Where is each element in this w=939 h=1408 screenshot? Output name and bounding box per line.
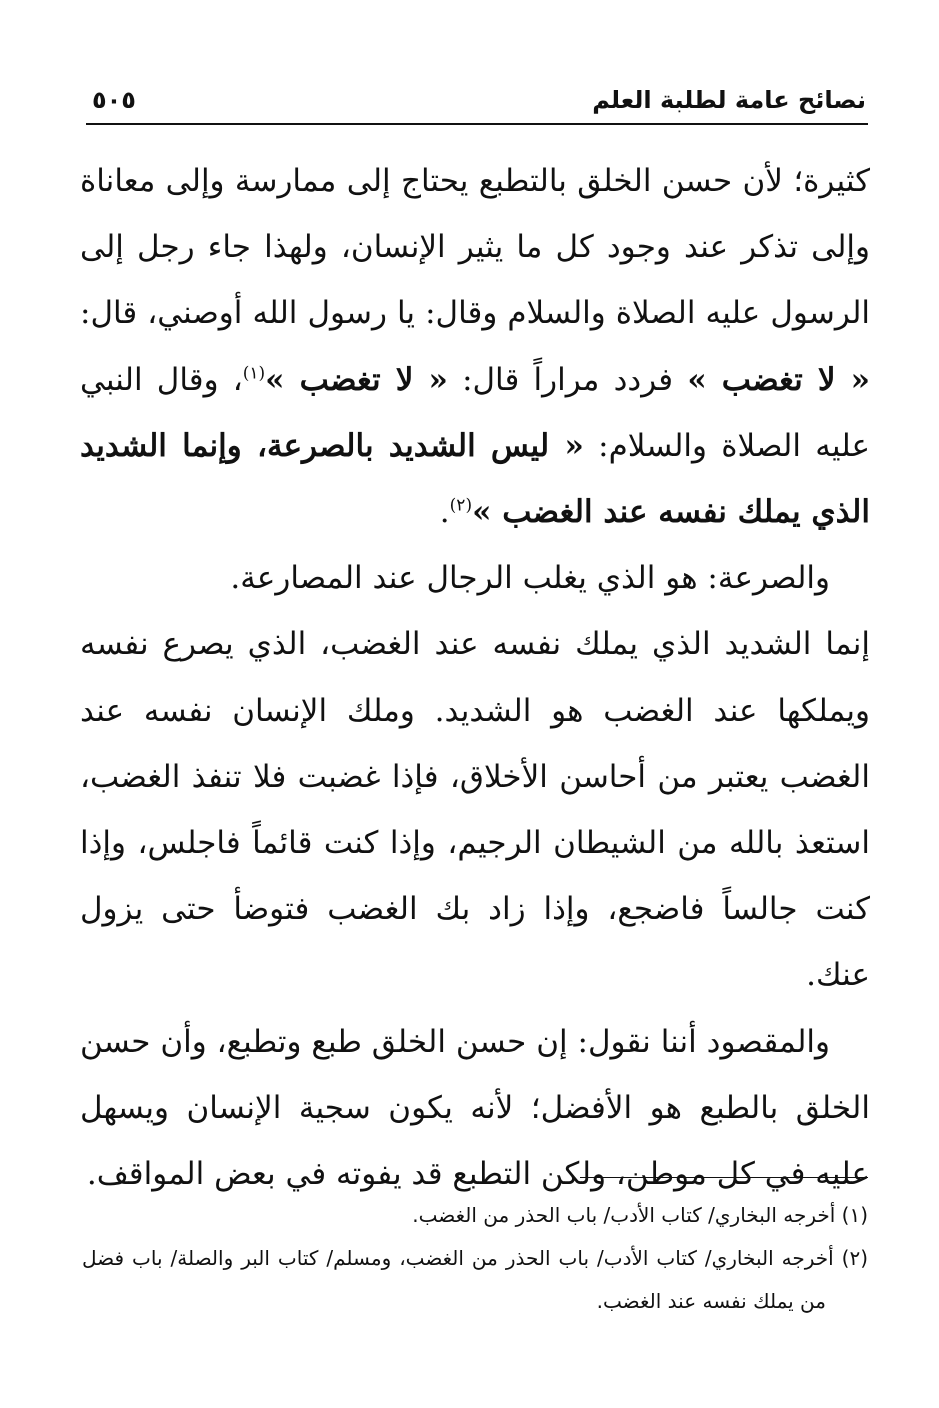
footnote-rule bbox=[580, 1177, 868, 1178]
running-title: نصائح عامة لطلبة العلم bbox=[592, 86, 866, 114]
paragraph-2: والصرعة: هو الذي يغلب الرجال عند المصارعة. bbox=[230, 560, 830, 597]
footnotes bbox=[82, 1194, 868, 1323]
hadith-quote-2: « لا تغضب » bbox=[265, 361, 448, 398]
paragraph-1: كثيرة؛ لأن حسن الخلق بالتطبع يحتاج إلى ممارسة وإلى معاناة وإلى تذكر عند وجود كل ما يثير الإنسان، ولهذا جاء رجل إلى الرسول عليه الصلاة والسلام وقال: يا رسول الله أوصني، قال: « لا تغضب » فردد مراراً قال: « لا تغضب »$^{(١)}$، وقال النبي عليه الصلاة والسلام: « ليس الشديد بالصرعة، وإنما الشديد الذي يملك نفسه عند الغضب »$^{(٢)}$. bbox=[80, 163, 871, 531]
footnote-ref-2: (٢) bbox=[449, 495, 473, 516]
page-number: ٥٠٥ bbox=[92, 86, 136, 114]
footnote-2: (٢) أخرجه البخاري/ كتاب الأدب/ باب الحذر من الغضب، ومسلم/ كتاب البر والصلة/ باب فضل من يملك نفسه عند الغضب. bbox=[82, 1246, 868, 1313]
main-text bbox=[80, 148, 870, 1207]
footnote-1: (١) أخرجه البخاري/ كتاب الأدب/ باب الحذر من الغضب. bbox=[412, 1203, 868, 1227]
paragraph-4: والمقصود أننا نقول: إن حسن الخلق طبع وتطبع، وأن حسن الخلق بالطبع هو الأفضل؛ لأنه يكون سجية الإنسان ويسهل عليه في كل موطن، ولكن التطبع قد يفوته في بعض المواقف. bbox=[80, 1023, 870, 1193]
footnote-ref-1: (١) bbox=[242, 363, 266, 384]
hadith-quote-3: « ليس الشديد بالصرعة، وإنما الشديد الذي يملك نفسه عند الغضب » bbox=[80, 427, 870, 531]
page-header bbox=[86, 80, 866, 126]
hadith-quote-1: « لا تغضب » bbox=[687, 361, 871, 398]
paragraph-3: إنما الشديد الذي يملك نفسه عند الغضب، الذي يصرع نفسه ويملكها عند الغضب هو الشديد. وملك الإنسان نفسه عند الغضب يعتبر من أحاسن الأخلاق، فإذا غضبت فلا تنفذ الغضب، استعذ بالله من الشيطان الرجيم، وإذا كنت قائماً فاجلس، وإذا كنت جالساً فاضجع، وإذا زاد بك الغضب فتوضأ حتى يزول عنك. bbox=[80, 626, 870, 994]
header-rule bbox=[86, 123, 868, 125]
